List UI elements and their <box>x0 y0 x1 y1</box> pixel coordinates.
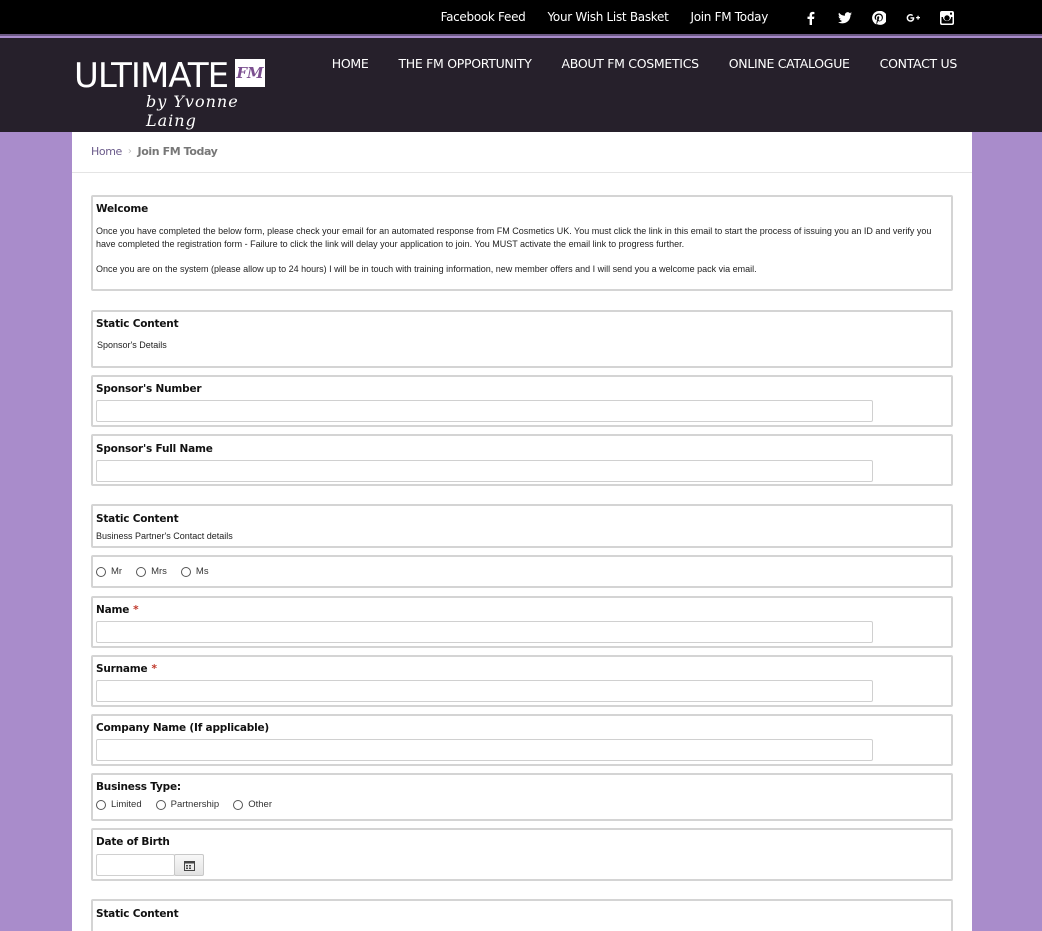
static-content-text: Business Partner's Contact details <box>96 531 233 541</box>
dob-box <box>91 828 953 881</box>
name-label <box>96 604 138 616</box>
logo-main-text: ULTIMATE <box>74 56 229 96</box>
radio-label: Other <box>248 799 272 810</box>
business-type-limited[interactable] <box>96 799 142 810</box>
static-content-title: Static Content <box>96 318 179 330</box>
required-marker: * <box>133 604 139 616</box>
main-nav <box>302 56 957 71</box>
company-label: Company Name (If applicable) <box>96 722 270 734</box>
surname-input[interactable] <box>96 680 873 702</box>
calendar-button[interactable] <box>174 854 204 876</box>
nav-home[interactable]: HOME <box>331 56 369 71</box>
site-logo[interactable] <box>74 56 284 130</box>
static-content-title: Static Content <box>96 908 179 920</box>
nav-about-fm-cosmetics[interactable]: ABOUT FM COSMETICS <box>561 56 699 71</box>
radio-button[interactable] <box>136 567 146 577</box>
radio-button[interactable] <box>96 567 106 577</box>
name-label-text: Name <box>96 604 130 616</box>
logo-badge: FM <box>235 59 265 87</box>
dob-input[interactable] <box>96 854 175 876</box>
sponsor-name-input[interactable] <box>96 460 873 482</box>
title-option-ms[interactable] <box>181 566 209 577</box>
static-content-title: Static Content <box>96 513 179 525</box>
sponsor-name-label: Sponsor's Full Name <box>96 443 213 455</box>
radio-button[interactable] <box>96 800 106 810</box>
radio-label: Mr <box>111 566 123 577</box>
instagram-icon[interactable] <box>930 9 964 25</box>
wish-list-link[interactable]: Your Wish List Basket <box>547 10 669 24</box>
radio-label: Partnership <box>170 799 220 810</box>
nav-fm-opportunity[interactable]: THE FM OPPORTUNITY <box>398 56 532 71</box>
title-box <box>91 555 953 588</box>
site-header <box>0 38 1042 132</box>
dob-label: Date of Birth <box>96 836 170 848</box>
name-box <box>91 596 953 648</box>
business-type-partnership[interactable] <box>156 799 220 810</box>
company-input[interactable] <box>96 739 873 761</box>
pinterest-icon[interactable] <box>862 9 896 25</box>
radio-label: Limited <box>111 799 142 810</box>
radio-button[interactable] <box>233 800 243 810</box>
top-bar <box>0 0 1042 36</box>
surname-label <box>96 663 157 675</box>
nav-contact-us[interactable]: CONTACT US <box>879 56 957 71</box>
static-content-3 <box>91 899 953 931</box>
title-option-mrs[interactable] <box>136 566 167 577</box>
welcome-box <box>91 195 953 291</box>
surname-box <box>91 655 953 707</box>
welcome-title: Welcome <box>96 203 149 215</box>
breadcrumb-separator: › <box>127 146 132 157</box>
social-icons <box>794 9 964 25</box>
company-box <box>91 714 953 766</box>
business-type-other[interactable] <box>233 799 272 810</box>
title-radio-group <box>96 566 223 577</box>
radio-button[interactable] <box>181 567 191 577</box>
twitter-icon[interactable] <box>828 9 862 25</box>
breadcrumb <box>91 145 217 158</box>
static-content-contact <box>91 504 953 548</box>
sponsor-number-box <box>91 375 953 427</box>
name-input[interactable] <box>96 621 873 643</box>
radio-label: Mrs <box>151 566 167 577</box>
join-fm-link[interactable]: Join FM Today <box>690 10 768 24</box>
logo-subtitle: by Yvonne Laing <box>146 92 239 130</box>
business-type-box <box>91 773 953 821</box>
calendar-icon <box>184 860 195 871</box>
breadcrumb-current: Join FM Today <box>137 145 218 158</box>
nav-online-catalogue[interactable]: ONLINE CATALOGUE <box>728 56 850 71</box>
facebook-icon[interactable] <box>794 9 828 25</box>
sponsor-number-input[interactable] <box>96 400 873 422</box>
divider <box>72 172 972 173</box>
static-content-sponsor <box>91 310 953 368</box>
static-content-text: Sponsor's Details <box>97 340 167 350</box>
welcome-paragraph-2: Once you are on the system (please allow up to 24 hours) I will be in touch with training information, new member offers and I will send you a welcome pack via email. <box>96 264 757 274</box>
business-type-radio-group <box>96 799 286 810</box>
breadcrumb-home[interactable]: Home <box>91 145 122 158</box>
facebook-feed-link[interactable]: Facebook Feed <box>440 10 526 24</box>
content-panel <box>72 132 972 931</box>
business-type-label: Business Type: <box>96 781 181 793</box>
title-option-mr[interactable] <box>96 566 122 577</box>
top-links <box>441 0 1042 34</box>
google-plus-icon[interactable] <box>896 9 930 25</box>
welcome-paragraph-1: Once you have completed the below form, please check your email for an automated response from FM Cosmetics UK. You must click the link in this email to start the process of issuing you an ID and verify you have completed the registration form - Failure to click the link will delay your application to join. You MUST activate the email link to progress further. <box>96 226 932 249</box>
required-marker: * <box>151 663 157 675</box>
surname-label-text: Surname <box>96 663 148 675</box>
radio-label: Ms <box>195 566 209 577</box>
sponsor-name-box <box>91 434 953 486</box>
sponsor-number-label: Sponsor's Number <box>96 383 202 395</box>
radio-button[interactable] <box>156 800 166 810</box>
